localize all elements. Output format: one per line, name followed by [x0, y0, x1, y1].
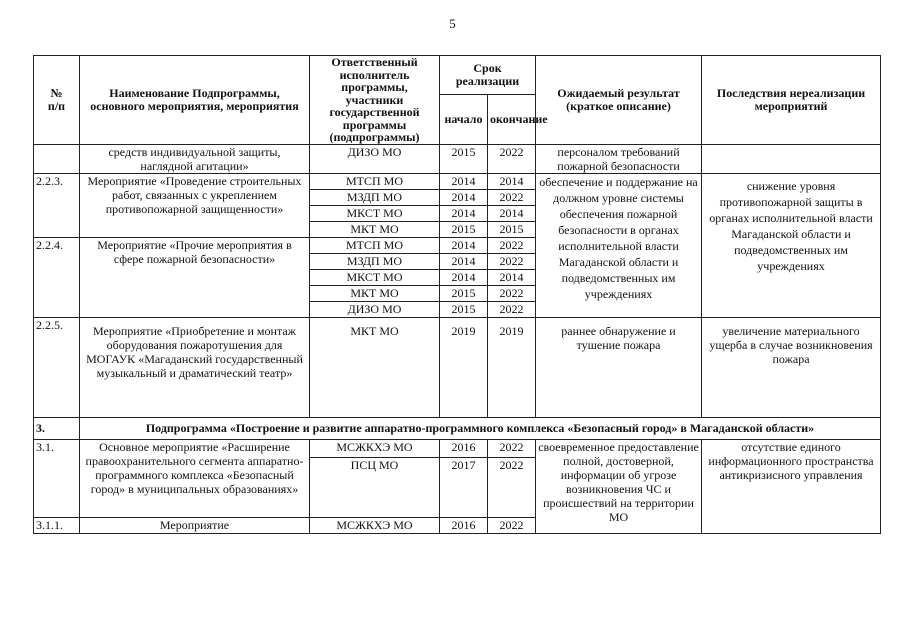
row-executor: ДИЗО МО: [310, 144, 440, 173]
header-executor: Ответственный исполнитель программы, участники государственной программы (подпрограммы): [310, 56, 440, 145]
row-executor: МКТ МО: [310, 221, 440, 237]
row-executor: МКСТ МО: [310, 269, 440, 285]
row-end: 2014: [488, 269, 536, 285]
row-result: своевременное предоставление полной, достоверной, информации об угрозе возникновения ЧС и происшествий на территории МО: [536, 439, 702, 533]
row-end: 2014: [488, 205, 536, 221]
row-executor: МКСТ МО: [310, 205, 440, 221]
table-row: [34, 173, 881, 189]
row-start: 2014: [440, 237, 488, 253]
row-start: 2016: [440, 439, 488, 457]
row-start: 2015: [440, 301, 488, 317]
row-name: Мероприятие: [80, 517, 310, 533]
page-number: 5: [449, 16, 456, 31]
row-executor: МЗДП МО: [310, 253, 440, 269]
row-end: 2022: [488, 517, 536, 533]
row-end: 2022: [488, 144, 536, 173]
row-start: 2015: [440, 144, 488, 173]
row-start: 2014: [440, 173, 488, 189]
row-end: 2022: [488, 439, 536, 457]
row-start: 2015: [440, 221, 488, 237]
row-executor: МЗДП МО: [310, 189, 440, 205]
row-name: Мероприятие «Прочие мероприятия в сфере пожарной безопасности»: [80, 237, 310, 317]
row-num: 2.2.4.: [34, 237, 80, 317]
row-num: 3.1.: [34, 439, 80, 517]
row-end: 2022: [488, 253, 536, 269]
row-executor: МСЖКХЭ МО: [310, 439, 440, 457]
row-end: 2014: [488, 173, 536, 189]
header-consequences: Последствия нереализации мероприятий: [702, 56, 881, 145]
row-executor: МТСП МО: [310, 237, 440, 253]
row-executor: МКТ МО: [310, 285, 440, 301]
table-row: [34, 144, 881, 173]
row-executor: МКТ МО: [310, 317, 440, 417]
section-row: [34, 417, 881, 439]
row-executor: МСЖКХЭ МО: [310, 517, 440, 533]
row-end: 2022: [488, 457, 536, 517]
row-name: Мероприятие «Приобретение и монтаж оборудования пожаротушения для МОГАУК «Магаданский государственный музыкальный и драматический театр»: [80, 317, 310, 417]
row-start: 2014: [440, 253, 488, 269]
row-executor: МТСП МО: [310, 173, 440, 189]
row-name: Мероприятие «Проведение строительных работ, связанных с укреплением противопожарной защищенности»: [80, 173, 310, 237]
row-start: 2019: [440, 317, 488, 417]
row-consequences: отсутствие единого информационного пространства антикризисного управления: [702, 439, 881, 533]
header-start: начало: [440, 94, 488, 144]
section-num: 3.: [34, 417, 80, 439]
row-start: 2014: [440, 269, 488, 285]
table-row: [34, 317, 881, 417]
row-start: 2015: [440, 285, 488, 301]
row-end: 2019: [488, 317, 536, 417]
row-result: обеспечение и поддержание на должном уровне системы обеспечения пожарной безопасности в органах исполнительной власти Магаданской области и подведомственных им учреждениях: [536, 173, 702, 317]
row-consequences: снижение уровня противопожарной защиты в органах исполнительной власти Магаданской области и подведомственных им учреждениях: [702, 173, 881, 317]
row-start: 2016: [440, 517, 488, 533]
row-start: 2014: [440, 205, 488, 221]
row-name: средств индивидуальной защиты, наглядной агитации»: [80, 144, 310, 173]
row-num: 3.1.1.: [34, 517, 80, 533]
row-start: 2014: [440, 189, 488, 205]
row-executor: ДИЗО МО: [310, 301, 440, 317]
row-result: раннее обнаружение и тушение пожара: [536, 317, 702, 417]
section-title: Подпрограмма «Построение и развитие аппаратно-программного комплекса «Безопасный город» в Магаданской области»: [80, 417, 881, 439]
row-num: 2.2.3.: [34, 173, 80, 237]
row-consequences: [702, 144, 881, 173]
row-end: 2022: [488, 301, 536, 317]
row-consequences: увеличение материального ущерба в случае возникновения пожара: [702, 317, 881, 417]
header-end: окончание: [488, 94, 536, 144]
row-name: Основное мероприятие «Расширение правоохранительного сегмента аппаратно-программного комплекса «Безопасный город» в муниципальных образованиях»: [80, 439, 310, 517]
row-num: [34, 144, 80, 173]
header-num: № п/п: [34, 56, 80, 145]
header-term: Срок реализации: [440, 56, 536, 95]
row-end: 2022: [488, 285, 536, 301]
row-executor: ПСЦ МО: [310, 457, 440, 517]
row-end: 2022: [488, 189, 536, 205]
row-num: 2.2.5.: [34, 317, 80, 417]
header-name: Наименование Подпрограммы, основного мероприятия, мероприятия: [80, 56, 310, 145]
program-table: [33, 55, 881, 534]
row-end: 2022: [488, 237, 536, 253]
row-result: персоналом требований пожарной безопасности: [536, 144, 702, 173]
row-start: 2017: [440, 457, 488, 517]
row-end: 2015: [488, 221, 536, 237]
table-row: [34, 439, 881, 457]
header-result: Ожидаемый результат (краткое описание): [536, 56, 702, 145]
